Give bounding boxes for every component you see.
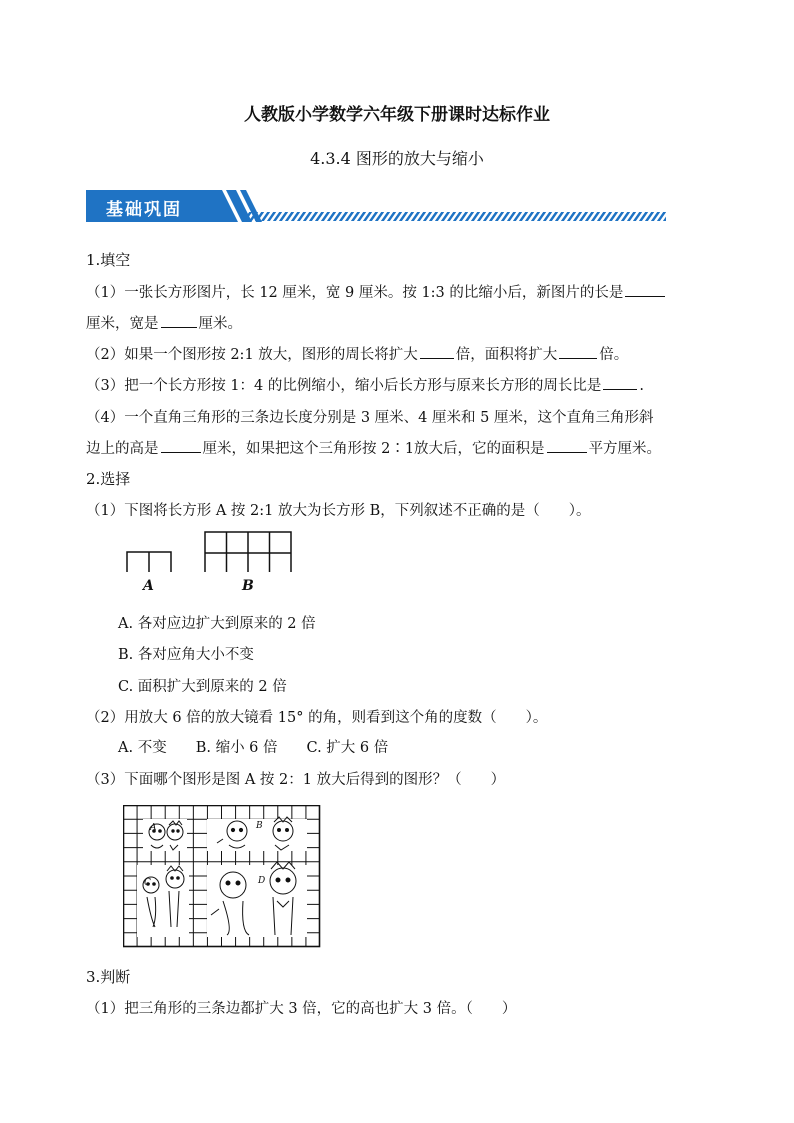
question-text: （3）把一个长方形按 1：4 的比例缩小，缩小后长方形与原来长方形的周长比是 bbox=[86, 378, 602, 394]
question-text: 厘米，宽是 bbox=[86, 316, 159, 332]
question-text: 边上的高是 bbox=[86, 441, 159, 457]
answer-blank[interactable] bbox=[420, 344, 454, 359]
question-3-1: （1）把三角形的三条边都扩大 3 倍，它的高也扩大 3 倍。（ ） bbox=[86, 1001, 517, 1017]
question-2-1: （1）下图将长方形 A 按 2:1 放大为长方形 B，下列叙述不正确的是（ ）。 bbox=[86, 503, 591, 519]
question-text: 倍，面积将扩大 bbox=[455, 347, 558, 363]
answer-blank[interactable] bbox=[559, 344, 597, 359]
label-rect-b: B bbox=[242, 578, 254, 594]
grid-label-b: B bbox=[256, 821, 263, 831]
label-rect-a: A bbox=[143, 578, 154, 594]
question-text: （1）一张长方形图片，长 12 厘米，宽 9 厘米。按 1:3 的比缩小后，新图片的长是 bbox=[86, 285, 624, 301]
question-1-4-cont bbox=[86, 437, 661, 458]
section-heading-judge: 3.判断 bbox=[86, 968, 131, 986]
answer-blank[interactable] bbox=[547, 438, 587, 453]
question-text: （2）如果一个图形按 2:1 放大，图形的周长将扩大 bbox=[86, 347, 418, 363]
grid-label-d: D bbox=[258, 876, 266, 886]
lesson-subtitle: 4.3.4 图形的放大与缩小 bbox=[310, 149, 484, 168]
answer-blank[interactable] bbox=[161, 313, 197, 328]
answer-blank[interactable] bbox=[603, 375, 637, 390]
question-2-2: （2）用放大 6 倍的放大镜看 15° 的角，则看到这个角的度数（ ）。 bbox=[86, 710, 548, 726]
rectangles-figure bbox=[124, 530, 296, 572]
answer-blank[interactable] bbox=[161, 438, 201, 453]
section-banner bbox=[86, 188, 670, 228]
banner-label: 基础巩固 bbox=[106, 200, 182, 220]
question-text: 倍。 bbox=[599, 347, 629, 363]
question-text: （4）一个直角三角形的三条边长度分别是 3 厘米、4 厘米和 5 厘米，这个直角三角形斜 bbox=[86, 410, 654, 426]
question-text: 平方厘米。 bbox=[588, 441, 662, 457]
option-c[interactable]: C. 面积扩大到原来的 2 倍 bbox=[118, 679, 287, 695]
question-1-4 bbox=[86, 406, 653, 427]
question-1-1-cont bbox=[86, 312, 242, 333]
question-1-1 bbox=[86, 281, 667, 302]
question-2-3: （3）下面哪个图形是图 A 按 2：1 放大后得到的图形？（ ） bbox=[86, 772, 506, 788]
section-heading-choice: 2.选择 bbox=[86, 470, 131, 488]
option-a[interactable]: A. 各对应边扩大到原来的 2 倍 bbox=[118, 616, 316, 632]
question-text: 厘米，如果把这个三角形按 2∶1放大后，它的面积是 bbox=[202, 441, 545, 457]
page-title: 人教版小学数学六年级下册课时达标作业 bbox=[244, 105, 550, 125]
question-text: . bbox=[639, 378, 645, 394]
answer-blank[interactable] bbox=[625, 282, 665, 297]
grid-label-a: A bbox=[150, 823, 157, 833]
question-2-2-options[interactable]: A. 不变 B. 缩小 6 倍 C. 扩大 6 倍 bbox=[118, 740, 389, 756]
question-1-2 bbox=[86, 343, 628, 364]
question-1-3 bbox=[86, 374, 644, 395]
question-text: 厘米。 bbox=[198, 316, 242, 332]
grid-label-c: C bbox=[144, 878, 151, 888]
section-heading-fill: 1.填空 bbox=[86, 251, 131, 269]
option-b[interactable]: B. 各对应角大小不变 bbox=[118, 647, 254, 663]
